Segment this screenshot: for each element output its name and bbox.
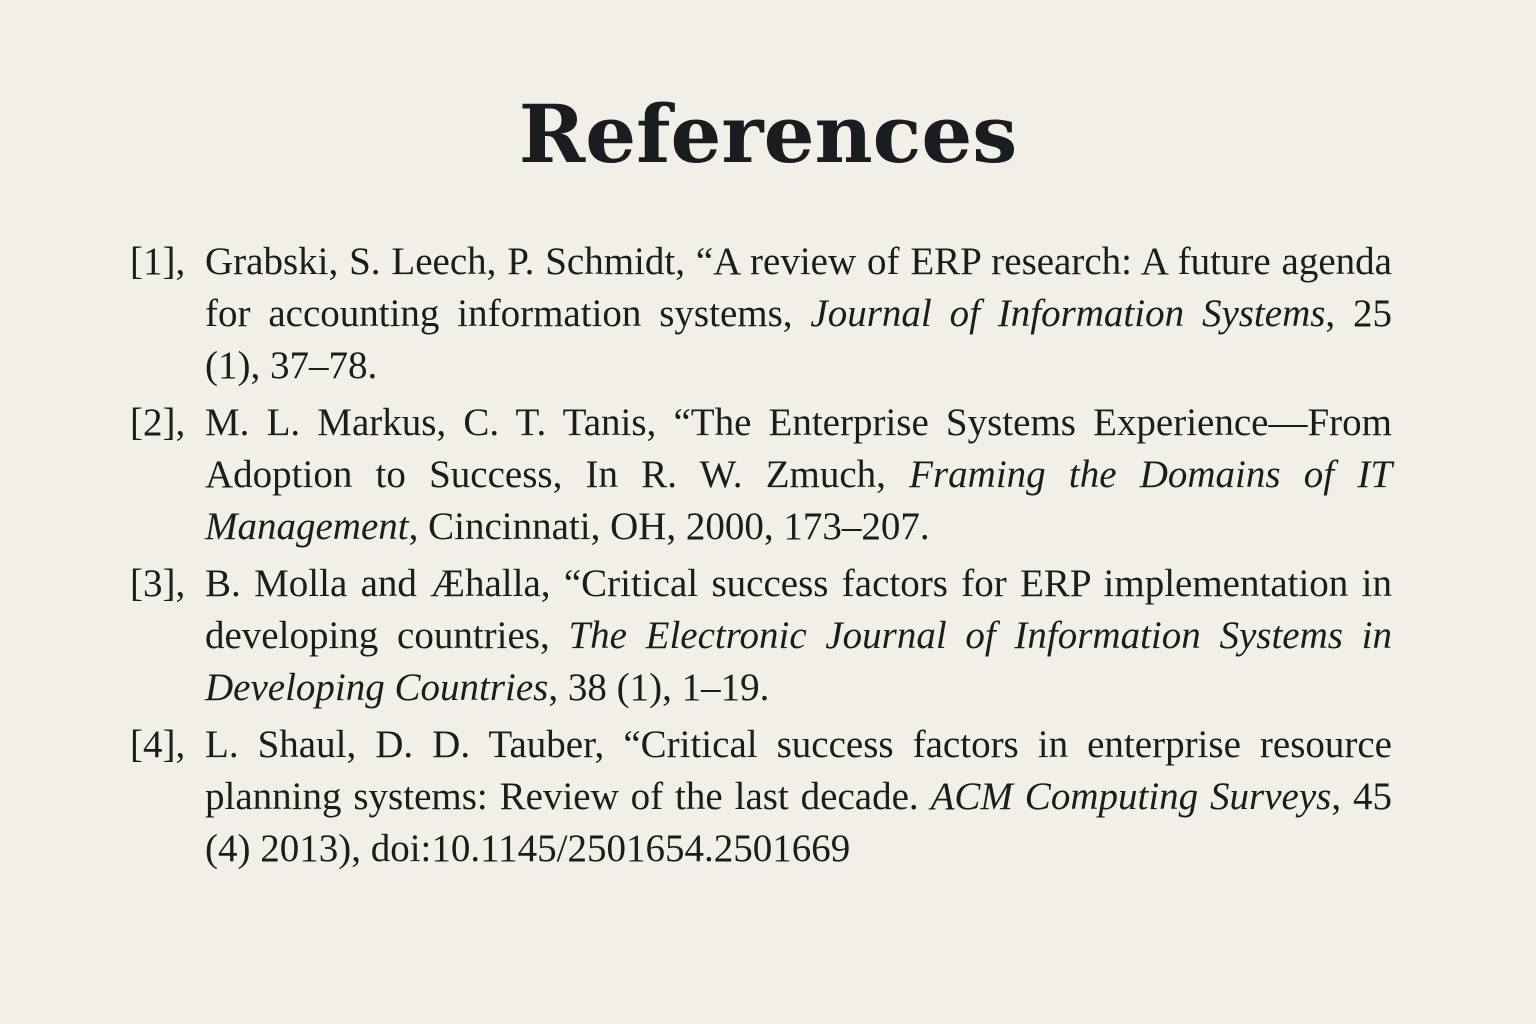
reference-details: , Cincinnati, OH, 2000, 173–207.	[408, 505, 930, 548]
reference-item-1	[130, 236, 1392, 392]
reference-label: [4],	[130, 723, 186, 766]
reference-venue: ACM Computing Surveys	[930, 775, 1332, 818]
reference-authors-title: M. L. Markus, C. T. Tanis, “The Enterprise Systems Experience—From Adoption to Success, In R. W. Zmuch,	[205, 401, 1392, 496]
reference-authors-title: B. Molla and Æhalla, “Critical success factors for ERP implementation in developing countries,	[205, 562, 1392, 657]
reference-label: [2],	[130, 401, 186, 444]
reference-list	[130, 236, 1392, 880]
reference-venue: Framing the Domains of IT Management	[205, 453, 1393, 548]
reference-authors-title: Grabski, S. Leech, P. Schmidt, “A review of ERP research: A future agenda for accounting information systems,	[205, 240, 1392, 335]
page-title: References	[518, 87, 1018, 181]
reference-item-4	[130, 719, 1392, 875]
reference-details: , 25 (1), 37–78.	[205, 292, 1393, 387]
reference-authors-title: L. Shaul, D. D. Tauber, “Critical success factors in enterprise resource planning systems: Review of the last decade.	[205, 723, 1392, 818]
reference-venue: Journal of Information Systems	[810, 292, 1326, 335]
reference-venue: The Electronic Journal of Information Systems in Developing Countries	[205, 614, 1393, 709]
reference-details: , 38 (1), 1–19.	[548, 666, 770, 709]
reference-label: [3],	[130, 562, 186, 605]
reference-details: , 45 (4) 2013), doi:10.1145/2501654.2501669	[205, 775, 1392, 870]
reference-label: [1],	[130, 240, 186, 283]
reference-item-3	[130, 558, 1392, 714]
reference-item-2	[130, 397, 1392, 553]
